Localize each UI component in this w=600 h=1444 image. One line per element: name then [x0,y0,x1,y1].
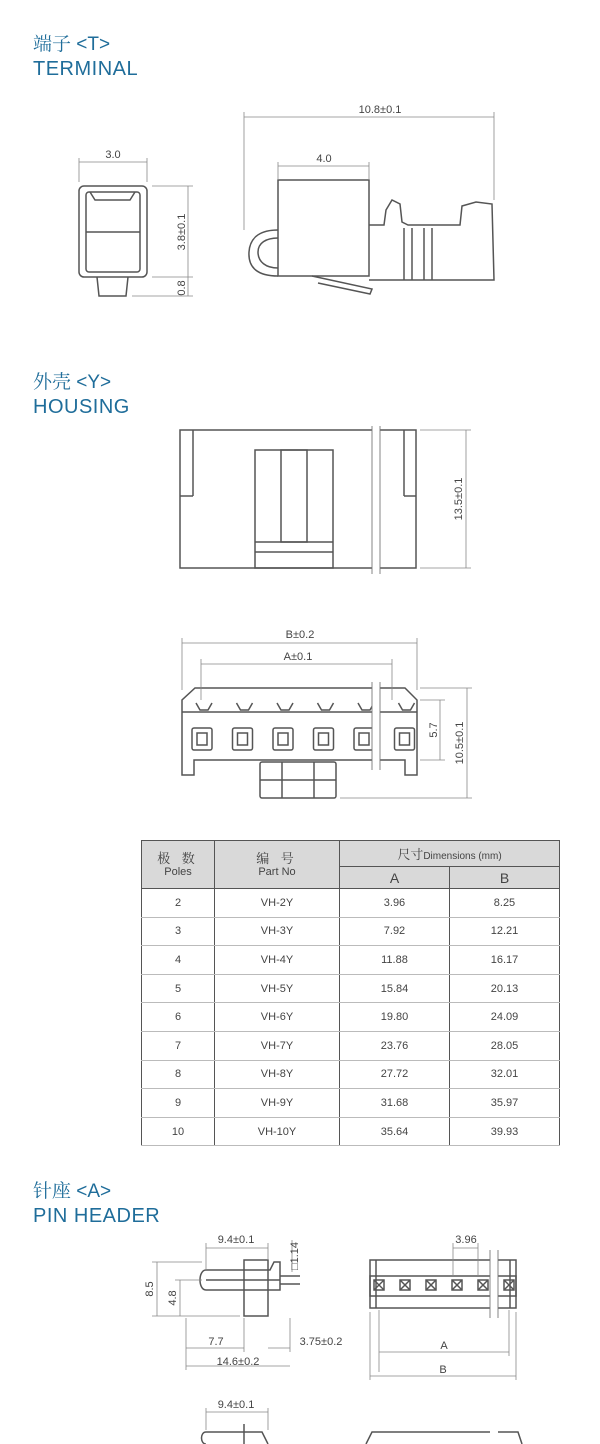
housing-latch-slot [196,703,212,710]
poles-cell: 6 [142,1003,215,1032]
housing-a-label: A±0.1 [283,651,313,663]
poles-cell: 5 [142,974,215,1003]
a-cell: 31.68 [340,1089,450,1118]
housing-b-label: B±0.2 [285,629,315,641]
pin-top-label: 9.4±0.1 [217,1234,255,1246]
dimensions-table [141,840,560,1146]
pin-header-front-view-2 [366,1432,522,1444]
part-header [215,841,340,889]
table-row [142,1117,560,1146]
b-cell: 39.93 [449,1117,559,1146]
terminal-title-en: TERMINAL [33,58,139,80]
housing-cavity-inner [359,733,369,745]
housing-height-label: 13.5±0.1 [453,477,465,521]
terminal-height-label: 3.8±0.1 [176,213,188,251]
b-cell: 35.97 [449,1089,559,1118]
a-cell: 7.92 [340,917,450,946]
table-row [142,889,560,918]
terminal-side-view [249,180,494,294]
a-cell: 15.84 [340,974,450,1003]
b-cell: 12.21 [449,917,559,946]
pin-size-label: □1.14 [289,1241,301,1271]
housing-title-en: HOUSING [33,396,130,418]
table-row [142,974,560,1003]
housing-cavity [233,728,253,750]
table-row [142,1003,560,1032]
housing-inner-label: 5.7 [428,722,440,738]
terminal-length-label: 10.8±0.1 [358,104,402,116]
poles-header-cn: 极 数 [157,850,199,866]
a-cell: 23.76 [340,1031,450,1060]
housing-latch-slot [318,703,334,710]
b-cell: 8.25 [449,889,559,918]
poles-cell: 7 [142,1031,215,1060]
poles-header-en: Poles [164,865,192,878]
part-cell: VH-6Y [215,1003,340,1032]
table-row [142,917,560,946]
pin-total-label: 14.6±0.2 [216,1356,260,1368]
pin-header-title-cn: 针座 <A> [33,1181,112,1202]
poles-cell: 10 [142,1117,215,1146]
housing-top-view [180,430,416,568]
terminal-width-label: 3.0 [105,149,121,161]
b-cell: 28.05 [449,1031,559,1060]
poles-cell: 2 [142,889,215,918]
part-cell: VH-2Y [215,889,340,918]
a-cell: 3.96 [340,889,450,918]
part-cell: VH-4Y [215,946,340,975]
housing-cavity-inner [238,733,248,745]
pin-h1-label: 8.5 [144,1281,156,1297]
poles-cell: 9 [142,1089,215,1118]
a-cell: 35.64 [340,1117,450,1146]
housing-cavity [192,728,212,750]
poles-cell: 8 [142,1060,215,1089]
pin-top2-label: 9.4±0.1 [217,1399,255,1411]
housing-cavity-inner [278,733,288,745]
part-cell: VH-7Y [215,1031,340,1060]
a-cell: 11.88 [340,946,450,975]
terminal-box-label: 4.0 [316,153,332,165]
part-cell: VH-5Y [215,974,340,1003]
pin-l2-label: 3.75±0.2 [299,1336,343,1348]
housing-cavity [354,728,374,750]
pin-l1-label: 7.7 [208,1336,224,1348]
table-row [142,1060,560,1089]
pin-pitch-label: 3.96 [455,1234,477,1246]
housing-front-dims [182,638,472,798]
b-cell: 32.01 [449,1060,559,1089]
housing-depth-label: 10.5±0.1 [454,721,466,765]
col-b-header: B [449,867,559,889]
housing-cavity-inner [197,733,207,745]
housing-cavity-inner [319,733,329,745]
pin-b-label: B [439,1364,447,1376]
part-cell: VH-10Y [215,1117,340,1146]
b-cell: 16.17 [449,946,559,975]
pin-header-side-view-2 [202,1424,269,1444]
pin-h2-label: 4.8 [167,1290,179,1306]
housing-cavity [395,728,415,750]
housing-latch-slot [277,703,293,710]
part-cell: VH-9Y [215,1089,340,1118]
housing-cavity [273,728,293,750]
pin-header-side-view [200,1260,300,1316]
terminal-front-view [79,186,147,296]
poles-cell: 4 [142,946,215,975]
a-cell: 19.80 [340,1003,450,1032]
table-row [142,1089,560,1118]
terminal-title-cn: 端子 <T> [33,34,111,55]
housing-cavity-inner [400,733,410,745]
col-a-header: A [340,867,450,889]
housing-title-cn: 外壳 <Y> [33,372,112,393]
poles-cell: 3 [142,917,215,946]
housing-cavities [192,703,415,750]
table-row [142,1031,560,1060]
dimensions-table-body [142,889,560,1146]
part-cell: VH-3Y [215,917,340,946]
part-header-en: Part No [258,865,296,878]
terminal-tab-label: 0.8 [176,280,188,296]
a-cell: 27.72 [340,1060,450,1089]
pin-a-label: A [440,1340,448,1352]
poles-header [142,841,215,889]
dimensions-header-en: Dimensions (mm) [423,851,502,862]
housing-latch-slot [237,703,253,710]
pin-header-side-dims-2 [206,1408,268,1430]
dimensions-header [340,841,560,867]
housing-latch-slot [399,703,415,710]
part-header-cn: 编 号 [256,850,298,866]
table-row [142,946,560,975]
b-cell: 20.13 [449,974,559,1003]
housing-front-view [182,688,417,798]
housing-cavity [314,728,334,750]
b-cell: 24.09 [449,1003,559,1032]
pin-header-title-en: PIN HEADER [33,1205,161,1227]
part-cell: VH-8Y [215,1060,340,1089]
dimensions-header-cn: 尺寸 [397,847,424,862]
